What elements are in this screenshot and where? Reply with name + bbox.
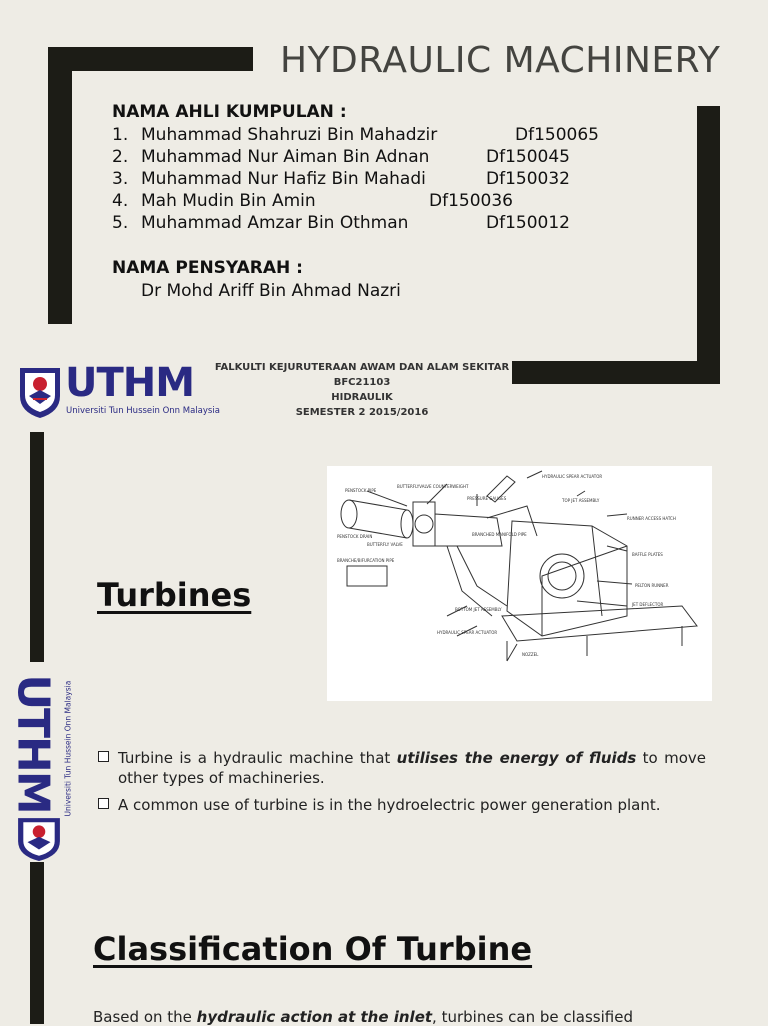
diagram-label: PENSTOCK DRAIN	[337, 534, 373, 539]
diagram-label: JET DEFLECTOR	[632, 602, 664, 607]
emphasis-text: hydraulic action at the inlet	[196, 1008, 433, 1026]
faculty-line: SEMESTER 2 2015/2016	[295, 407, 429, 418]
pelton-turbine-schematic	[327, 466, 712, 701]
member-row: 1. Muhammad Shahruzi Bin Mahadzir Df150065	[112, 125, 599, 145]
members-heading: NAMA AHLI KUMPULAN :	[112, 102, 347, 122]
member-name: Muhammad Nur Hafiz Bin Mahadi	[141, 169, 426, 189]
side-vertical-bar-lower	[30, 862, 44, 1024]
member-row: 5. Muhammad Amzar Bin Othman Df150012	[112, 213, 570, 233]
logo-text: UTHM	[65, 360, 195, 406]
bullet-item: A common use of turbine is in the hydroelectric power generation plant.	[98, 795, 706, 815]
frame-top-left-bar	[48, 47, 253, 71]
faculty-line: FALKULTI KEJURUTERAAN AWAM DAN ALAM SEKITAR	[214, 362, 510, 373]
diagram-label: HYDRAULIC SPEAR ACTUATOR	[542, 474, 603, 479]
section-heading-turbines: Turbines	[97, 576, 252, 614]
diagram-label: BUTTERFLYVALVE COUNTERWEIGHT	[397, 484, 469, 489]
diagram-label: BUTTERFLY VALVE	[367, 542, 403, 547]
diagram-label: PELTON RUNNER	[635, 583, 669, 588]
side-logo-subtitle: Universiti Tun Hussein Onn Malaysia	[63, 680, 73, 817]
diagram-label: RUNNER ACCESS HATCH	[627, 516, 676, 521]
member-name: Muhammad Shahruzi Bin Mahadzir	[141, 125, 438, 145]
member-id: Df150065	[515, 125, 599, 145]
member-name: Mah Mudin Bin Amin	[141, 191, 316, 211]
diagram-label: HYDRAULIC SPEAR ACTUATOR	[437, 630, 498, 635]
diagram-label: PENSTOCK PIPE	[345, 488, 377, 493]
member-row: 3. Muhammad Nur Hafiz Bin Mahadi Df150032	[112, 169, 570, 189]
diagram-label: BRANCHE/BIFURCATION PIPE	[337, 558, 395, 563]
classification-text: Based on the hydraulic action at the inlet, turbines can be classified	[93, 1008, 633, 1026]
member-name: Muhammad Nur Aiman Bin Adnan	[141, 147, 430, 167]
side-logo-text: UTHM	[7, 674, 59, 813]
diagram-label: TOP JET ASSEMBLY	[562, 498, 600, 503]
page-title: HYDRAULIC MACHINERY	[280, 40, 721, 81]
section-heading-classification: Classification Of Turbine	[93, 930, 533, 968]
checkbox-bullet-icon	[98, 751, 109, 762]
faculty-info	[170, 360, 554, 420]
bullet-item: Turbine is a hydraulic machine that utilises the energy of fluids to move other types of machineries.	[98, 748, 706, 788]
turbine-diagram	[327, 466, 712, 701]
member-id: Df150036	[429, 191, 513, 211]
frame-left-bar	[48, 47, 72, 324]
diagram-label: PRESSURE GAUGES	[467, 496, 507, 501]
diagram-label: BRANCHED MANIFOLD PIPE	[472, 532, 527, 537]
side-uthm-crest-icon	[16, 816, 62, 862]
member-row: 4. Mah Mudin Bin Amin Df150036	[112, 191, 513, 211]
side-uthm-logo	[7, 662, 73, 862]
emphasis-text: utilises the energy of fluids	[396, 749, 637, 767]
diagram-label: BOTTOM JET ASSEMBLY	[455, 607, 502, 612]
logo-subtitle: Universiti Tun Hussein Onn Malaysia	[66, 406, 220, 416]
member-id: Df150045	[486, 147, 570, 167]
checkbox-bullet-icon	[98, 798, 109, 809]
member-row: 2. Muhammad Nur Aiman Bin Adnan Df150045	[112, 147, 570, 167]
side-vertical-bar	[30, 432, 44, 662]
diagram-label: BAFFLE PLATES	[632, 552, 663, 557]
faculty-line: HIDRAULIK	[331, 392, 393, 403]
diagram-label: NOZZEL	[522, 652, 539, 657]
member-id: Df150012	[486, 213, 570, 233]
uthm-crest-icon	[18, 366, 62, 420]
member-name: Muhammad Amzar Bin Othman	[141, 213, 409, 233]
faculty-line: BFC21103	[333, 377, 391, 388]
member-id: Df150032	[486, 169, 570, 189]
lecturer-name: Dr Mohd Ariff Bin Ahmad Nazri	[141, 281, 401, 301]
lecturer-heading: NAMA PENSYARAH :	[112, 258, 303, 278]
